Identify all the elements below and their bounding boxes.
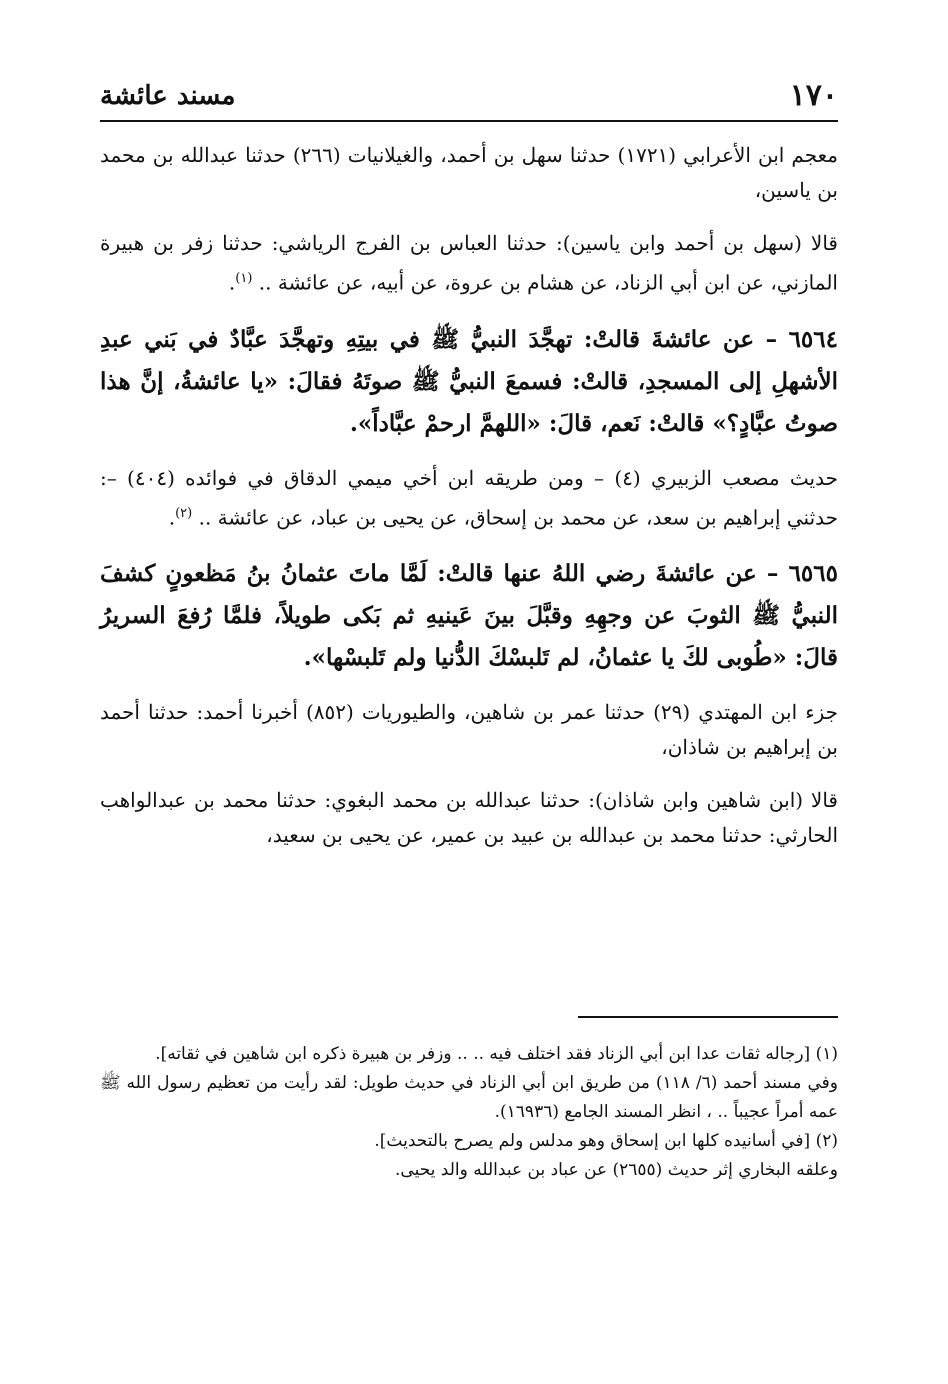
footnote-divider (578, 1016, 838, 1018)
page-number: ١٧٠ (789, 78, 838, 113)
footnotes (100, 1040, 838, 1185)
footnote-ref: (٢) (175, 505, 193, 521)
footnote: (١) [رجاله ثقات عدا ابن أبي الزناد فقد اختلف فيه .. .. وزفر بن هبيرة ذكره ابن شاهين في ثقاته]. (155, 1044, 838, 1064)
source-paragraph: معجم ابن الأعرابي (١٧٢١) حدثنا سهل بن أحمد، والغيلانيات (٢٦٦) حدثنا عبدالله بن محمد بن ياسين، (100, 143, 839, 202)
footnote: وفي مسند أحمد (٦/ ١١٨) من طريق ابن أبي الزناد في حديث طويل: لقد رأيت من تعظيم رسول الله ﷺ عمه أمراً عجيباً .. ، انظر المسند الجامع (١٦٩٣٦). (100, 1073, 838, 1122)
footnote: وعلقه البخاري إثر حديث (٢٦٥٥) عن عباد بن عبدالله والد يحيى. (395, 1160, 838, 1180)
main-text (100, 138, 838, 871)
source-paragraph: قالا (سهل بن أحمد وابن ياسين): حدثنا العباس بن الفرج الرياشي: حدثنا زفر بن هبيرة المازني، عن ابن أبي الزناد، عن هشام بن عروة، عن أبيه، عن عائشة .. $^{(١)}$. (100, 231, 838, 295)
footnote: (٢) [في أسانيده كلها ابن إسحاق وهو مدلس ولم يصرح بالتحديث]. (374, 1131, 838, 1151)
footnote-ref: (١) (235, 271, 253, 286)
source-paragraph: جزء ابن المهتدي (٢٩) حدثنا عمر بن شاهين، والطيوريات (٨٥٢) أخبرنا أحمد: حدثنا أحمد بن إبراهيم بن شاذان، (100, 700, 838, 760)
hadith-paragraph: ٦٥٦٤ – عن عائشةَ قالتْ: تهجَّدَ النبيُّ ﷺ في بيتِهِ وتهجَّدَ عبَّادٌ في بَني عبدِ الأشهلِ إلى المسجدِ، قالتْ: فسمعَ النبيُّ ﷺ صوتَهُ فقالَ: «يا عائشةُ، إنَّ هذا صوتُ عبَّادٍ؟» قالتْ: نَعم، قالَ: «اللهمَّ ارحمْ عبَّاداً». (100, 325, 838, 437)
source-paragraph: حديث مصعب الزبيري (٤) – ومن طريقه ابن أخي ميمي الدقاق في فوائده (٤٠٤) –: حدثني إبراهيم بن سعد، عن محمد بن إسحاق، عن يحيى بن عباد، عن عائشة .. $^{(٢)}$. (100, 465, 838, 530)
running-title: مسند عائشة (100, 81, 236, 111)
source-paragraph: قالا (ابن شاهين وابن شاذان): حدثنا عبدالله بن محمد البغوي: حدثنا محمد بن عبدالواهب الحارثي: حدثنا محمد بن عبدالله بن عبيد بن عمير، عن يحيى بن سعيد، (100, 788, 838, 848)
hadith-paragraph: ٦٥٦٥ – عن عائشةَ رضي اللهُ عنها قالتْ: لَمَّا ماتَ عثمانُ بنُ مَظعونٍ كشفَ النبيُّ ﷺ الثوبَ عن وجهِهِ وقبَّلَ بينَ عَينيهِ ثم بَكى طويلاً، فلمَّا رُفعَ السريرُ قالَ: «طُوبى لكَ يا عثمانُ، لم تَلبسْكَ الدُّنيا ولم تَلبسْها». (100, 560, 838, 672)
page-header (100, 72, 838, 122)
